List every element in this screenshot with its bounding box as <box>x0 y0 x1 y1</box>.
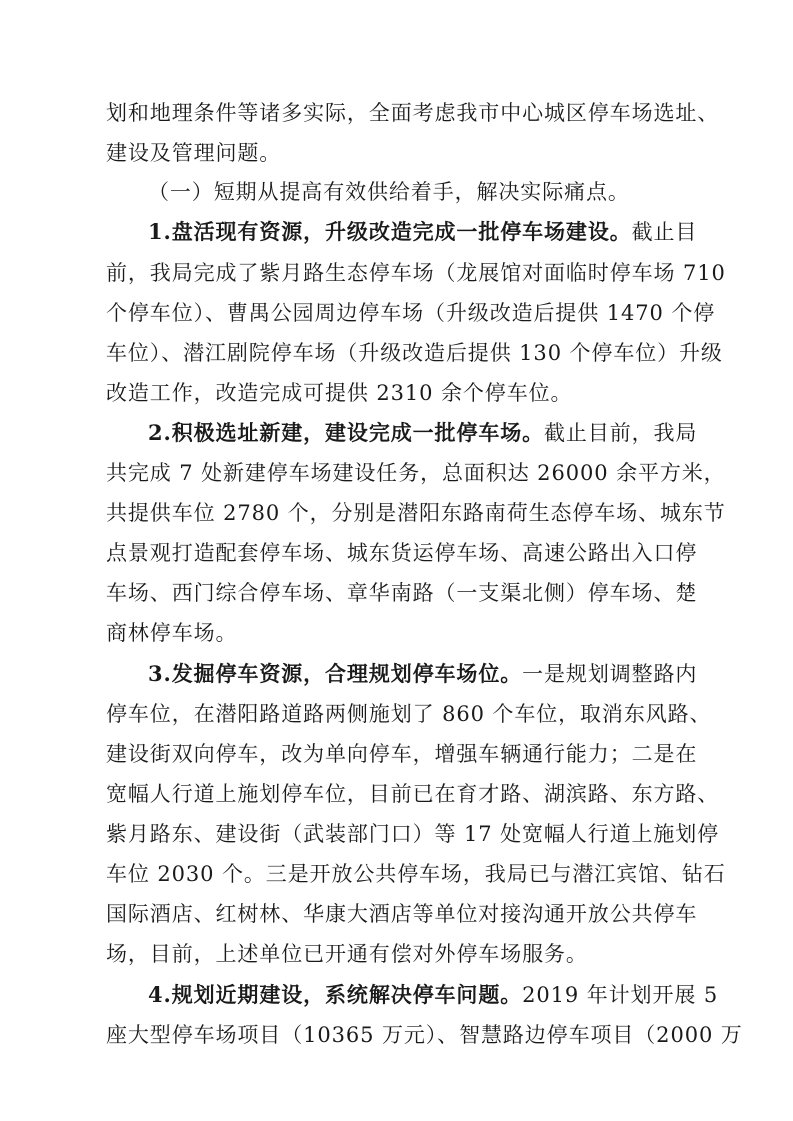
item-text: 2019 年计划开展 5 <box>522 983 719 1007</box>
paragraph-line: 座大型停车场项目（10365 万元）、智慧路边停车项目（2000 万 <box>106 1023 743 1047</box>
paragraph-line: 改造工作，改造完成可提供 2310 余个停车位。 <box>106 381 573 405</box>
paragraph-line <box>148 980 719 1010</box>
paragraph-line: 共提供车位 2780 个，分别是潜阳东路南荷生态停车场、城东节 <box>106 501 726 525</box>
item-text: 截止目 <box>631 220 698 244</box>
item-text: 截止目前，我局 <box>544 421 698 445</box>
paragraph-line: 车位 2030 个。三是开放公共停车场，我局已与潜江宾馆、钻石 <box>106 862 726 886</box>
paragraph-line: 紫月路东、建设街（武装部门口）等 17 处宽幅人行道上施划停 <box>106 822 720 846</box>
paragraph-line: 点景观打造配套停车场、城东货运停车场、高速公路出入口停 <box>106 541 698 565</box>
paragraph-line: 共完成 7 处新建停车场建设任务，总面积达 26000 余平方米， <box>106 461 726 485</box>
item-heading: 4.规划近期建设，系统解决停车问题。 <box>148 982 523 1007</box>
paragraph-line: 宽幅人行道上施划停车位，目前已在育才路、湖滨路、东方路、 <box>106 782 720 806</box>
paragraph-line: 建设街双向停车，改为单向停车，增强车辆通行能力；二是在 <box>106 742 698 766</box>
paragraph-line: 国际酒店、红树林、华康大酒店等单位对接沟通开放公共停车 <box>106 902 698 926</box>
paragraph-line: 场，目前，上述单位已开通有偿对外停车场服务。 <box>106 942 588 966</box>
paragraph-line: 车位）、潜江剧院停车场（升级改造后提供 130 个停车位）升级 <box>106 341 723 365</box>
item-text: 一是规划调整路内 <box>522 662 698 686</box>
paragraph-line: 个停车位）、曹禺公园周边停车场（升级改造后提供 1470 个停 <box>106 301 716 325</box>
paragraph-line: 前，我局完成了紫月路生态停车场（龙展馆对面临时停车场 710 <box>106 261 726 285</box>
paragraph-line <box>148 217 698 247</box>
paragraph-line: 停车位，在潜阳路道路两侧施划了 860 个车位，取消东风路、 <box>106 702 712 726</box>
item-heading: 2.积极选址新建，建设完成一批停车场。 <box>148 420 545 445</box>
paragraph-line <box>148 659 698 689</box>
item-heading: 3.发掘停车资源，合理规划停车场位。 <box>148 661 523 686</box>
paragraph-line: 商林停车场。 <box>106 621 238 645</box>
item-heading: 1.盘活现有资源，升级改造完成一批停车场建设。 <box>148 219 632 244</box>
paragraph-line: 建设及管理问题。 <box>106 141 282 165</box>
paragraph-line: 车场、西门综合停车场、章华南路（一支渠北侧）停车场、楚 <box>106 581 698 605</box>
paragraph-line <box>148 418 698 448</box>
paragraph-line: 划和地理条件等诸多实际，全面考虑我市中心城区停车场选址、 <box>106 101 720 125</box>
section-heading: （一）短期从提高有效供给着手，解决实际痛点。 <box>148 180 630 204</box>
